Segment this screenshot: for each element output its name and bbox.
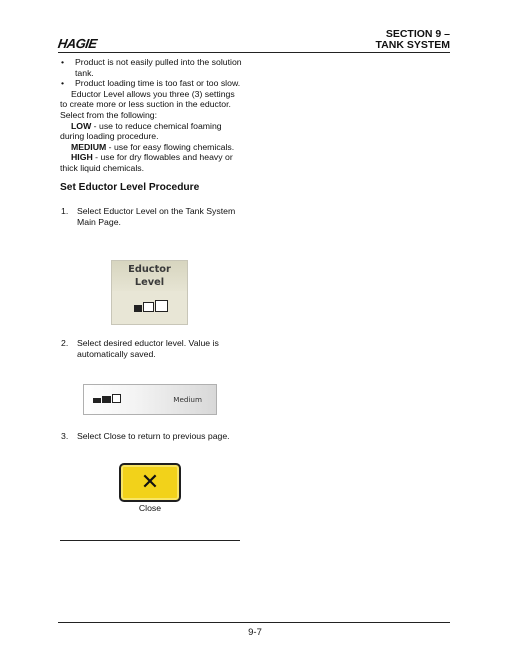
- level-bar-2: [143, 302, 154, 312]
- step-2: [60, 338, 242, 359]
- logo-text: HAGIE: [56, 36, 98, 51]
- level-low-name: LOW: [71, 120, 92, 131]
- intro-paragraph: [60, 89, 242, 121]
- intro-text: Eductor Level allows you three (3) settings to create more or less suction in the eductor. Select from the following:: [60, 88, 235, 120]
- level-high: [60, 152, 242, 173]
- eductor-label-line1: Eductor: [128, 264, 171, 275]
- level-bar-3: [155, 300, 168, 312]
- bullet-item: • Product is not easily pulled into the solution tank.: [60, 57, 242, 78]
- step-text: Select Close to return to previous page.: [77, 430, 230, 441]
- level-bars-icon: [93, 394, 121, 403]
- footer-rule: [58, 622, 450, 623]
- step-3: [60, 431, 242, 442]
- eductor-level-slider[interactable]: [83, 384, 217, 415]
- end-rule: [60, 540, 240, 541]
- close-button[interactable]: [119, 463, 181, 502]
- eductor-label-line2: Level: [134, 277, 165, 288]
- eductor-label: [112, 263, 187, 289]
- section-number: SECTION 9 –: [385, 28, 450, 40]
- step-number: 3.: [61, 430, 69, 441]
- close-caption: Close: [138, 503, 162, 513]
- step-number: 1.: [61, 206, 69, 217]
- level-bars-icon: [134, 300, 168, 312]
- level-bar-2: [102, 396, 111, 403]
- procedure-title: Set Eductor Level Procedure: [60, 181, 200, 193]
- page-number: 9-7: [248, 627, 262, 638]
- level-medium-desc: - use for easy flowing chemicals.: [106, 141, 235, 152]
- bullet-item: • Product loading time is too fast or too slow.: [60, 78, 242, 89]
- level-high-desc: - use for dry flowables and heavy or thick liquid chemicals.: [60, 152, 233, 173]
- level-bar-1: [93, 398, 101, 403]
- level-low-desc: - use to reduce chemical foaming during loading procedure.: [60, 120, 222, 142]
- level-bar-3: [112, 394, 121, 403]
- eductor-level-button[interactable]: [111, 260, 188, 325]
- level-medium: [60, 142, 242, 153]
- step-text: Select desired eductor level. Value is automatically saved.: [77, 337, 219, 359]
- level-bar-1: [134, 305, 142, 312]
- step-text: Select Eductor Level on the Tank System Main Page.: [77, 206, 236, 227]
- hagie-logo: [58, 35, 108, 51]
- level-medium-name: MEDIUM: [71, 141, 107, 152]
- section-heading: [376, 29, 450, 51]
- level-low: [60, 121, 242, 142]
- level-high-name: HIGH: [71, 152, 93, 163]
- close-icon: ✕: [140, 470, 160, 495]
- header-rule: [58, 52, 450, 53]
- slider-value: Medium: [173, 395, 202, 404]
- step-number: 2.: [61, 337, 69, 348]
- section-title: TANK SYSTEM: [375, 39, 450, 51]
- step-1: [60, 206, 242, 227]
